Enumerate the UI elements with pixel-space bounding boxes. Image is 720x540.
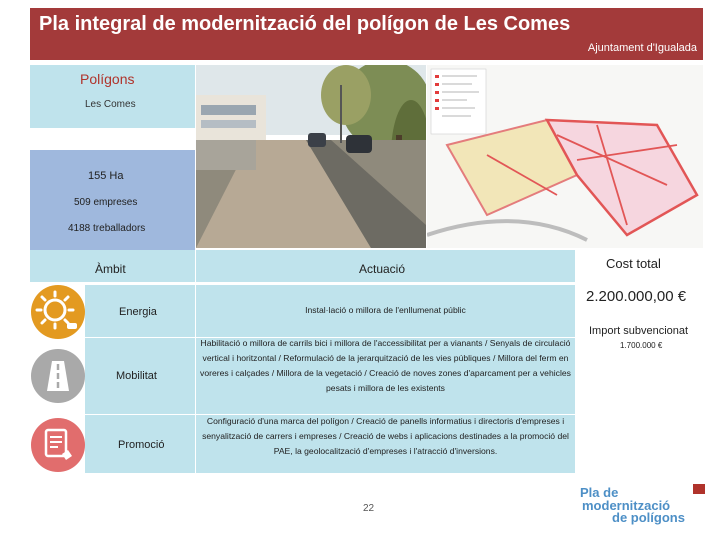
ambit-cell-mobilitat: [85, 338, 195, 414]
logo-line2: modernització: [582, 498, 671, 513]
page-number: 22: [363, 503, 375, 514]
poligons-box: [30, 65, 195, 128]
ambit-header: [30, 250, 195, 282]
actuacio-header-label: Actuació: [359, 262, 406, 276]
actuacio-text: Instal·lació o millora de l'enllumenat públic: [305, 305, 466, 315]
ambit-cell-promocio: [85, 415, 195, 473]
ambit-label: Promoció: [118, 439, 165, 451]
page-title: Pla integral de modernització del polígon de Les Comes: [39, 13, 571, 35]
road-icon: [31, 349, 85, 403]
seal-icon: [693, 484, 705, 494]
street-photo: [196, 65, 426, 248]
actuacio-text: Habilitació o millora de carrils bici i millora de l'accessibilitat per a vianants / Senyals de circulació vertical i horitzontal / Reformulació de la jerarquització de les vies públiques / Millora del ferm en voreres i calçades / Millora de la vegetació / Creació de noves zones d'aparcament per a vehicles pesats i millora de les existents: [200, 338, 571, 393]
actuacio-header: [196, 250, 575, 282]
area-map: [427, 65, 703, 248]
stat-workers: 4188 treballadors: [68, 223, 146, 234]
poligons-name: Les Comes: [85, 99, 136, 110]
sun-plug-icon: [31, 285, 85, 339]
ambit-label: Mobilitat: [116, 370, 157, 382]
actuacio-cell-energia: [196, 285, 575, 337]
subvention-title: Import subvencionat: [589, 325, 689, 337]
stat-companies: 509 empreses: [74, 197, 138, 208]
stat-area: 155 Ha: [88, 170, 124, 182]
cost-title: Cost total: [606, 256, 661, 271]
logo-line1: Pla de: [580, 485, 619, 500]
actuacio-cell-promocio: [196, 415, 575, 473]
poligons-title: Polígons: [80, 71, 135, 87]
ambit-cell-energia: [85, 285, 195, 337]
promotion-icon: [31, 418, 85, 472]
logo-line3: de polígons: [612, 510, 685, 525]
header-banner: [30, 8, 703, 60]
ambit-label: Energia: [119, 306, 157, 318]
subvention-value: 1.700.000 €: [620, 341, 663, 350]
stats-box: [30, 150, 195, 250]
header-subtitle: Ajuntament d'Igualada: [587, 42, 697, 54]
actuacio-cell-mobilitat: [196, 338, 575, 414]
cost-value: 2.200.000,00 €: [586, 288, 687, 305]
actuacio-text: Configuració d'una marca del polígon / Creació de panells informatius i directoris d'empreses i senyalització de carrers i empreses / Creació de webs i aplicacions destinades a la promoció del PAE, la geolocalització d'empreses i l'atracció d'inversions.: [202, 416, 569, 456]
ambit-header-label: Àmbit: [95, 262, 126, 276]
